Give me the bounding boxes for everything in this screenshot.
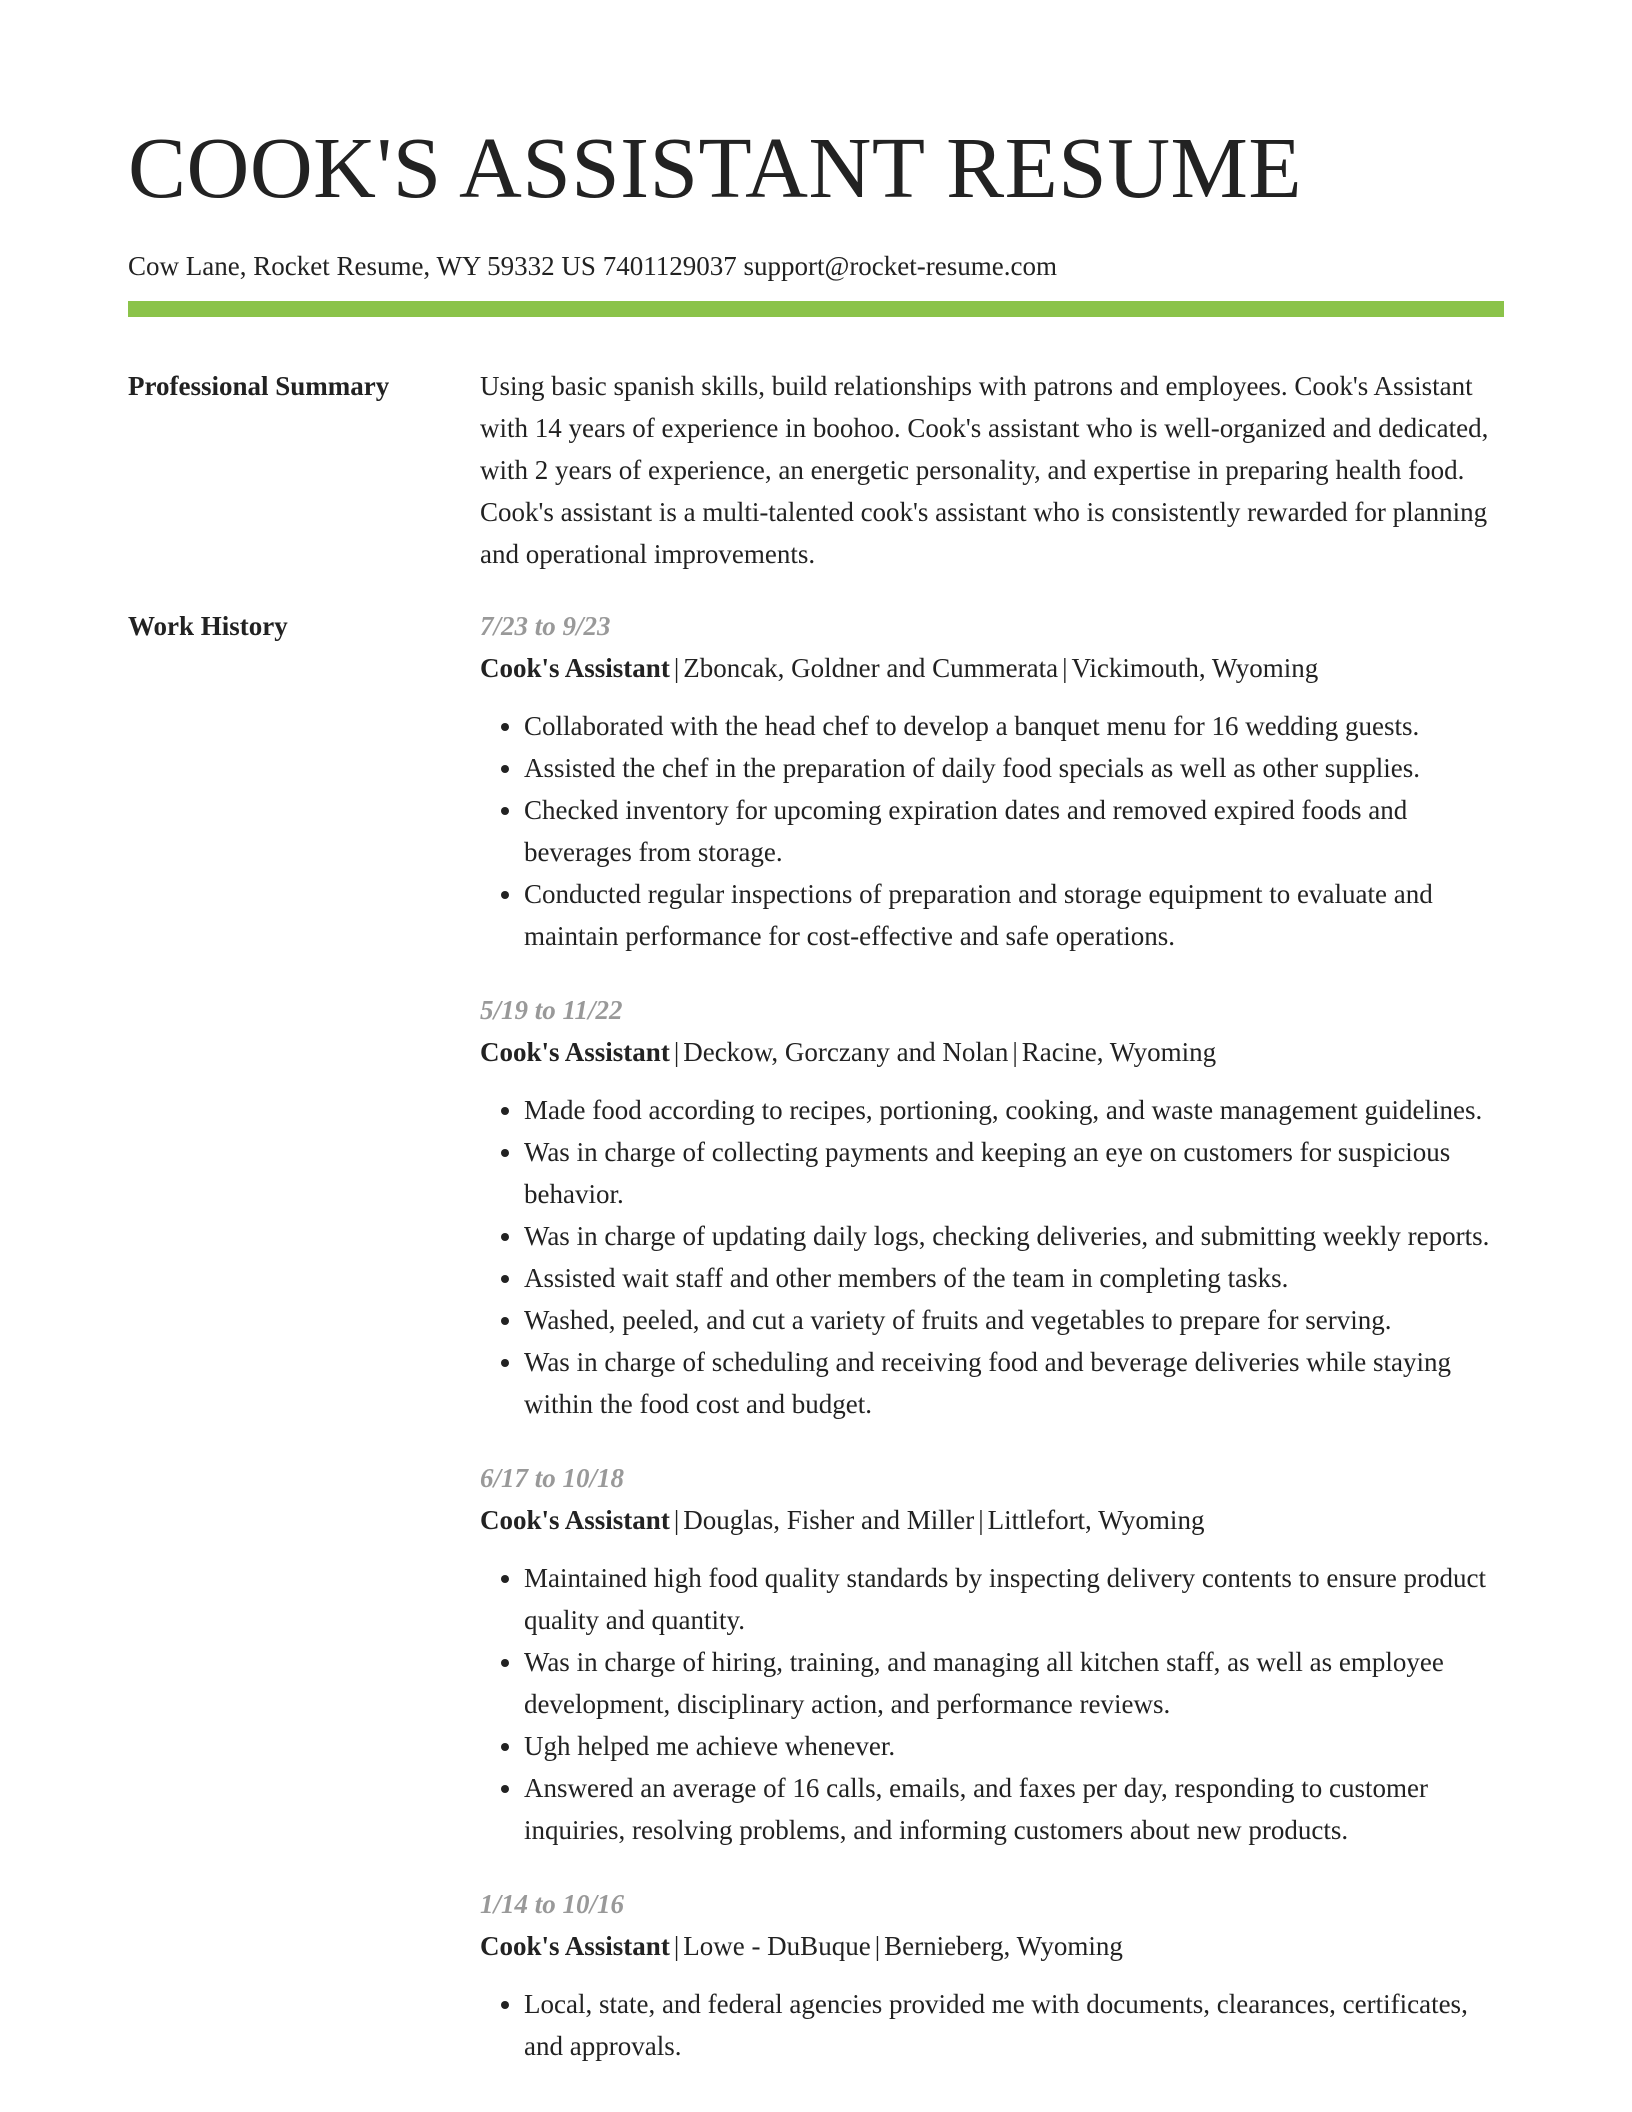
job-company: Lowe - DuBuque — [683, 1931, 871, 1961]
job-separator: | — [978, 1505, 984, 1535]
job-bullet-list — [480, 1983, 1504, 2067]
job-location: Vickimouth, Wyoming — [1071, 653, 1319, 683]
job-dates: 1/14 to 10/16 — [480, 1889, 625, 1919]
job-title: Cook's Assistant — [480, 1037, 670, 1067]
job-bullet: • Was in charge of collecting payments and keeping an eye on customers for suspicious behavior. — [524, 1131, 1504, 1215]
contact-address: Cow Lane, Rocket Resume, WY 59332 US — [128, 251, 596, 281]
job-location: Bernieberg, Wyoming — [884, 1931, 1123, 1961]
header-divider — [128, 301, 1504, 317]
job-dates: 6/17 to 10/18 — [480, 1463, 625, 1493]
job-bullet: • Answered an average of 16 calls, emails, and faxes per day, responding to customer inquiries, resolving problems, and informing customers about new products. — [524, 1767, 1504, 1851]
job-bullet: • Collaborated with the head chef to develop a banquet menu for 16 wedding guests. — [524, 705, 1504, 747]
job-separator: | — [673, 1037, 680, 1067]
job-title: Cook's Assistant — [480, 1931, 670, 1961]
job-bullet: • Checked inventory for upcoming expiration dates and removed expired foods and beverages from storage. — [524, 789, 1504, 873]
contact-email: support@rocket-resume.com — [743, 251, 1057, 281]
job-location: Littlefort, Wyoming — [987, 1505, 1205, 1535]
job-separator: | — [673, 1505, 680, 1535]
job-dates: 7/23 to 9/23 — [480, 611, 611, 641]
job-bullet-list — [480, 1089, 1504, 1425]
job-company: Deckow, Gorczany and Nolan — [683, 1037, 1009, 1067]
job-bullet: • Ugh helped me achieve whenever. — [524, 1725, 1504, 1767]
job-bullet-list — [480, 1557, 1504, 1851]
job-separator: | — [1062, 653, 1068, 683]
job-bullet: • Conducted regular inspections of preparation and storage equipment to evaluate and maintain performance for cost-effective and safe operations. — [524, 873, 1504, 957]
job-bullet: • Was in charge of updating daily logs, checking deliveries, and submitting weekly reports. — [524, 1215, 1504, 1257]
contact-phone: 7401129037 — [602, 251, 737, 281]
resume-title: COOK'S ASSISTANT RESUME — [128, 119, 1303, 216]
job-entry — [480, 989, 1504, 1425]
job-bullet: • Local, state, and federal agencies provided me with documents, clearances, certificates, and approvals. — [524, 1983, 1504, 2067]
job-heading — [480, 1925, 1504, 1967]
job-bullet: • Assisted the chef in the preparation of daily food specials as well as other supplies. — [524, 747, 1504, 789]
job-dates: 5/19 to 11/22 — [480, 995, 623, 1025]
work-history-list — [480, 605, 1504, 2099]
job-bullet: • Washed, peeled, and cut a variety of fruits and vegetables to prepare for serving. — [524, 1299, 1504, 1341]
job-heading — [480, 1499, 1504, 1541]
job-heading — [480, 1031, 1504, 1073]
job-title: Cook's Assistant — [480, 653, 670, 683]
summary-content — [480, 365, 1504, 575]
job-location: Racine, Wyoming — [1021, 1037, 1217, 1067]
summary-text: Using basic spanish skills, build relationships with patrons and employees. Cook's Assistant with 14 years of experience in boohoo. Cook's assistant who is well-organized and dedicated, with 2 years of experience, an energetic personality, and expertise in preparing health food. Cook's assistant is a multi-talented cook's assistant who is consistently rewarded for planning and operational improvements. — [480, 371, 1489, 569]
job-entry — [480, 1883, 1504, 2067]
contact-line — [128, 246, 1504, 286]
job-separator: | — [874, 1931, 881, 1961]
job-bullet: • Made food according to recipes, portioning, cooking, and waste management guidelines. — [524, 1089, 1504, 1131]
job-heading — [480, 647, 1504, 689]
work-history-section — [128, 605, 1504, 2099]
resume-page — [128, 0, 1504, 2099]
job-bullet: • Was in charge of scheduling and receiving food and beverage deliveries while staying within the food cost and budget. — [524, 1341, 1504, 1425]
job-company: Douglas, Fisher and Miller — [683, 1505, 975, 1535]
job-bullet-list — [480, 705, 1504, 957]
professional-summary-section — [128, 365, 1504, 575]
job-company: Zboncak, Goldner and Cummerata — [683, 653, 1059, 683]
job-separator: | — [673, 653, 680, 683]
section-label-work-history: Work History — [128, 611, 288, 641]
job-entry — [480, 605, 1504, 957]
job-bullet: • Assisted wait staff and other members of the team in completing tasks. — [524, 1257, 1504, 1299]
job-bullet: • Maintained high food quality standards by inspecting delivery contents to ensure product quality and quantity. — [524, 1557, 1504, 1641]
job-title: Cook's Assistant — [480, 1505, 670, 1535]
job-entry — [480, 1457, 1504, 1851]
section-label-summary: Professional Summary — [128, 371, 390, 401]
job-separator: | — [1012, 1037, 1018, 1067]
job-bullet: • Was in charge of hiring, training, and managing all kitchen staff, as well as employee development, disciplinary action, and performance reviews. — [524, 1641, 1504, 1725]
job-separator: | — [673, 1931, 680, 1961]
